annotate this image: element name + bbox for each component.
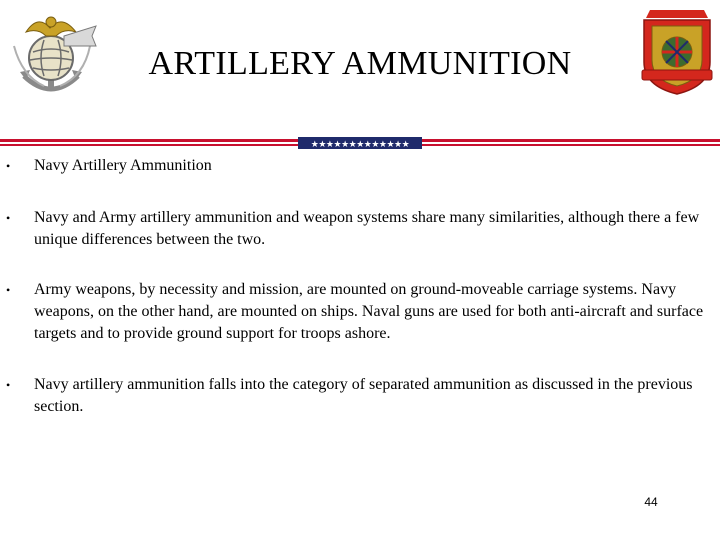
stars-and-stripes-divider-icon bbox=[0, 136, 720, 152]
bullet-marker: • bbox=[6, 159, 11, 173]
bullet-marker: • bbox=[6, 283, 11, 297]
bullet-text: Navy and Army artillery ammunition and weapon systems share many similarities, although there a few unique differences between the two. bbox=[34, 209, 700, 248]
eagle-globe-anchor-icon bbox=[4, 6, 100, 98]
bullet-text: Navy artillery ammunition falls into the category of separated ammunition as discussed in the previous section. bbox=[34, 376, 693, 415]
divider-stars: ★★★★★★★★★★★★★ bbox=[310, 140, 410, 150]
slide-title: ARTILLERY AMMUNITION bbox=[148, 45, 572, 82]
unit-insignia-icon bbox=[638, 4, 716, 98]
bullet-text: Navy Artillery Ammunition bbox=[34, 157, 212, 174]
bullet-marker: • bbox=[6, 378, 11, 392]
page-number: 44 bbox=[644, 495, 658, 509]
bullet-marker: • bbox=[6, 211, 11, 225]
bullet-text: Army weapons, by necessity and mission, are mounted on ground-moveable carriage systems. Navy weapons, on the other hand, are mounted on ships. Naval guns are used for both anti-aircraft and surface targets and to provide ground support for troops ashore. bbox=[34, 281, 704, 342]
